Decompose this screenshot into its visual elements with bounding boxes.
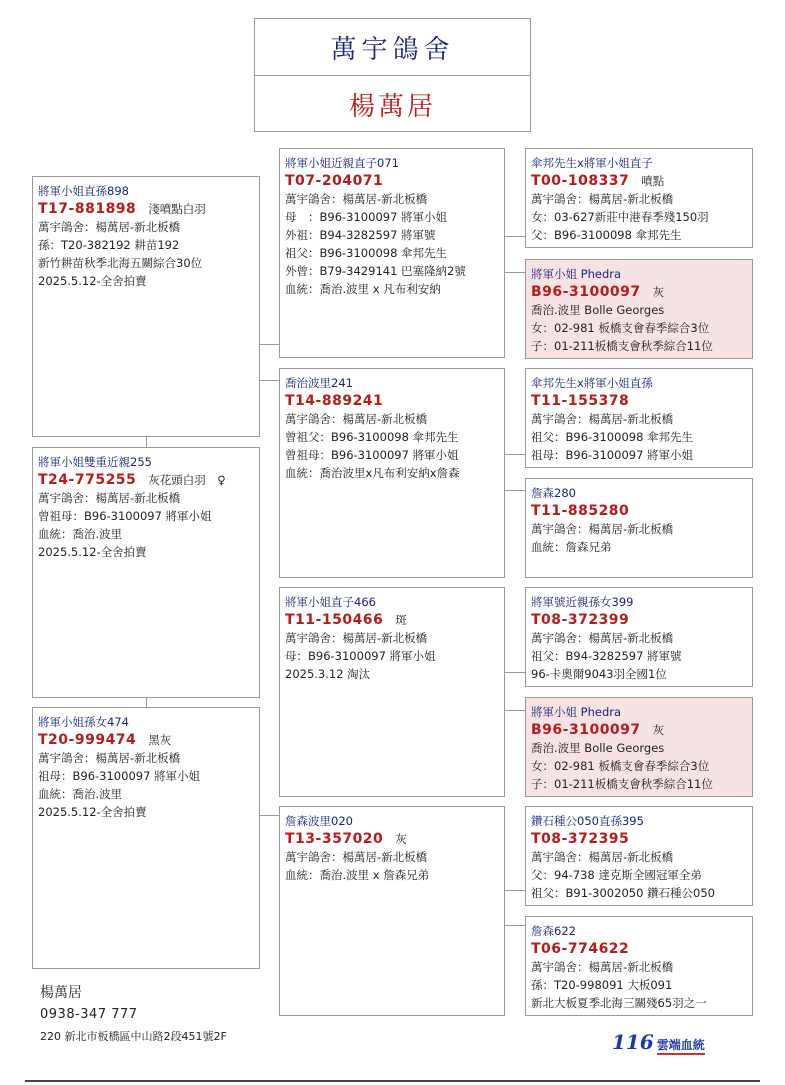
info-line: 萬宇鴿舍：楊萬居-新北板橋 <box>38 751 181 765</box>
grandparent-card-3 <box>525 368 753 468</box>
plumage-color: 黑灰 <box>148 733 172 747</box>
card-title: 將軍小姐孫女474 <box>38 715 129 729</box>
plumage-color: 灰 <box>395 832 407 846</box>
info-line: 子：01-211板橋支會秋季綜合11位 <box>531 777 713 791</box>
ring-number: T11-150466 斑 <box>285 612 407 628</box>
subject-card <box>32 176 260 437</box>
ring-number: T08-372399 <box>531 612 630 628</box>
plumage-color: 灰花頭白羽 ♀ <box>148 473 226 487</box>
card-title: 詹森622 <box>531 924 576 938</box>
plumage-color: 灰 <box>652 285 665 299</box>
info-line: 祖父：B96-3100098 傘邦先生 <box>531 430 694 444</box>
card-title: 鑽石種公050直孫395 <box>531 814 644 828</box>
grandparent-card-5 <box>525 587 753 687</box>
card-title: 將軍小姐直子466 <box>285 595 376 609</box>
info-line: 萬宇鴿舍：楊萬居-新北板橋 <box>285 192 428 206</box>
info-line: 萬宇鴿舍：楊萬居-新北板橋 <box>531 522 674 536</box>
card-title: 詹森280 <box>531 486 576 500</box>
connector-line <box>505 454 525 455</box>
contact-phone: 0938-347 777 <box>40 1007 138 1022</box>
info-line: 曾祖母：B96-3100097 將軍小姐 <box>285 448 459 462</box>
contact-footer <box>40 982 340 1048</box>
card-title: 傘邦先生x將軍小姐直子 <box>531 156 653 170</box>
info-line: 2025.3.12 淘汰 <box>285 667 371 681</box>
grandparent-card-2 <box>525 259 753 359</box>
plumage-color: 灰 <box>652 723 665 737</box>
ring-number: T24-775255 灰花頭白羽 ♀ <box>38 472 226 488</box>
info-line: 血統：詹森兄弟 <box>531 540 612 554</box>
header-box <box>254 18 531 132</box>
connector-line <box>505 890 525 891</box>
info-line: 萬宇鴿舍：楊萬居-新北板橋 <box>531 412 674 426</box>
card-title: 將軍小姐 Phedra <box>531 267 622 281</box>
connector-line <box>505 672 525 673</box>
info-line: 曾祖母：B96-3100097 將軍小姐 <box>38 509 212 523</box>
plumage-color: 淺噴點白羽 <box>148 202 206 216</box>
card-title: 詹森波里020 <box>285 814 353 828</box>
info-line: 父：94-738 達克斯全國冠軍全弟 <box>531 868 702 882</box>
info-line: 萬宇鴿舍：楊萬居-新北板橋 <box>531 631 674 645</box>
connector-line <box>505 925 525 926</box>
info-line: 祖父：B91-3002050 鑽石種公050 <box>531 886 715 900</box>
dam-card <box>279 368 505 578</box>
plumage-color: 斑 <box>395 613 407 627</box>
grandparent-card-4 <box>525 478 753 578</box>
connector-line <box>505 272 525 273</box>
ring-number: B96-3100097 灰 <box>531 722 665 738</box>
bottom-divider <box>25 1080 760 1082</box>
contact-address: 220 新北市板橋區中山路2段451號2F <box>40 1030 227 1043</box>
info-line: 孫：T20-998091 大板091 <box>531 978 673 992</box>
info-line: 血統：喬治.波里 <box>38 787 123 801</box>
grandparent-card-7 <box>525 806 753 906</box>
sire-card <box>279 148 505 358</box>
info-line: 祖母：B96-3100097 將軍小姐 <box>531 448 694 462</box>
connector-line <box>260 380 279 381</box>
owner-name-row <box>255 75 530 132</box>
info-line: 祖母：B96-3100097 將軍小姐 <box>38 769 201 783</box>
ring-number: T14-889241 <box>285 393 384 409</box>
info-line: 女：02-981 板橋支會春季綜合3位 <box>531 321 710 335</box>
sibling-card-1 <box>32 447 260 698</box>
info-line: 萬宇鴿舍：楊萬居-新北板橋 <box>38 220 181 234</box>
info-line: 曾祖父：B96-3100098 傘邦先生 <box>285 430 459 444</box>
ring-number: T06-774622 <box>531 941 630 957</box>
logo-number: 116 <box>612 1030 654 1054</box>
card-title: 將軍小姐近親直子071 <box>285 156 399 170</box>
logo-text: 雲端血統 <box>657 1036 705 1055</box>
info-line: 母：B96-3100097 將軍小姐 <box>285 649 436 663</box>
card-title: 將軍小姐 Phedra <box>531 705 622 719</box>
info-line: 孫：T20-382192 耕苗192 <box>38 238 180 252</box>
connector-line <box>505 490 525 491</box>
parent-card-3 <box>279 587 505 797</box>
info-line: 女：02-981 板橋支會春季綜合3位 <box>531 759 710 773</box>
card-title: 將軍號近親孫女399 <box>531 595 634 609</box>
info-line: 2025.5.12-全舍拍賣 <box>38 805 147 819</box>
contact-name: 楊萬居 <box>40 985 82 1001</box>
info-line: 女：03-627新莊中港春季殘150羽 <box>531 210 709 224</box>
info-line: 母 ：B96-3100097 將軍小姐 <box>285 210 448 224</box>
card-title: 傘邦先生x將軍小姐直孫 <box>531 376 653 390</box>
ring-number: T11-885280 <box>531 503 630 519</box>
info-line: 喬治.波里 Bolle Georges <box>531 303 665 317</box>
connector-line <box>146 436 147 447</box>
info-line: 萬宇鴿舍：楊萬居-新北板橋 <box>531 192 674 206</box>
grandparent-card-1 <box>525 148 753 248</box>
info-line: 萬宇鴿舍：楊萬居-新北板橋 <box>285 850 428 864</box>
connector-line <box>505 710 525 711</box>
info-line: 血統：喬治.波里 <box>38 527 123 541</box>
info-line: 子：01-211板橋支會秋季綜合11位 <box>531 339 713 353</box>
card-title: 將軍小姐直孫898 <box>38 184 129 198</box>
ring-number: T17-881898 淺噴點白羽 <box>38 201 206 217</box>
info-line: 96-卡奧爾9043羽全國1位 <box>531 667 667 681</box>
loft-name: 萬宇鴿舍 <box>330 34 455 65</box>
info-line: 萬宇鴿舍：楊萬居-新北板橋 <box>285 631 428 645</box>
info-line: 萬宇鴿舍：楊萬居-新北板橋 <box>38 491 181 505</box>
ring-number: T07-204071 <box>285 173 384 189</box>
info-line: 血統：喬治.波里 x 凡布利安納 <box>285 282 441 296</box>
info-line: 萬宇鴿舍：楊萬居-新北板橋 <box>531 960 674 974</box>
info-line: 2025.5.12-全舍拍賣 <box>38 274 147 288</box>
sibling-card-2 <box>32 707 260 969</box>
ring-number: B96-3100097 灰 <box>531 284 665 300</box>
card-title: 喬治波里241 <box>285 376 353 390</box>
info-line: 外祖：B94-3282597 將軍號 <box>285 228 436 242</box>
plumage-color: 噴點 <box>641 174 665 188</box>
ring-number: T11-155378 <box>531 393 630 409</box>
grandparent-card-8 <box>525 916 753 1016</box>
info-line: 血統：喬治.波里 x 詹森兄弟 <box>285 868 430 882</box>
loft-name-row <box>255 19 530 75</box>
ring-number: T20-999474 黑灰 <box>38 732 172 748</box>
ring-number: T13-357020 灰 <box>285 831 407 847</box>
owner-name: 楊萬居 <box>348 91 436 122</box>
card-title: 將軍小姐雙重近親255 <box>38 455 152 469</box>
info-line: 祖父：B96-3100098 傘邦先生 <box>285 246 448 260</box>
brand-logo <box>612 1030 722 1056</box>
connector-line <box>505 236 525 237</box>
info-line: 新竹耕苗秋季北海五關綜合30位 <box>38 256 203 270</box>
info-line: 父：B96-3100098 傘邦先生 <box>531 228 682 242</box>
connector-line <box>260 344 279 345</box>
ring-number: T08-372395 <box>531 831 630 847</box>
connector-line <box>260 815 279 816</box>
ring-number: T00-108337 噴點 <box>531 173 665 189</box>
info-line: 新北大板夏季北海三關殘65羽之一 <box>531 996 707 1010</box>
info-line: 血統：喬治波里x凡布利安納x詹森 <box>285 466 460 480</box>
info-line: 外曾：B79-3429141 巴塞隆納2號 <box>285 264 466 278</box>
info-line: 喬治.波里 Bolle Georges <box>531 741 665 755</box>
info-line: 祖父：B94-3282597 將軍號 <box>531 649 682 663</box>
grandparent-card-6 <box>525 697 753 797</box>
info-line: 2025.5.12-全舍拍賣 <box>38 545 147 559</box>
info-line: 萬宇鴿舍：楊萬居-新北板橋 <box>531 850 674 864</box>
connector-line <box>146 697 147 707</box>
info-line: 萬宇鴿舍：楊萬居-新北板橋 <box>285 412 428 426</box>
